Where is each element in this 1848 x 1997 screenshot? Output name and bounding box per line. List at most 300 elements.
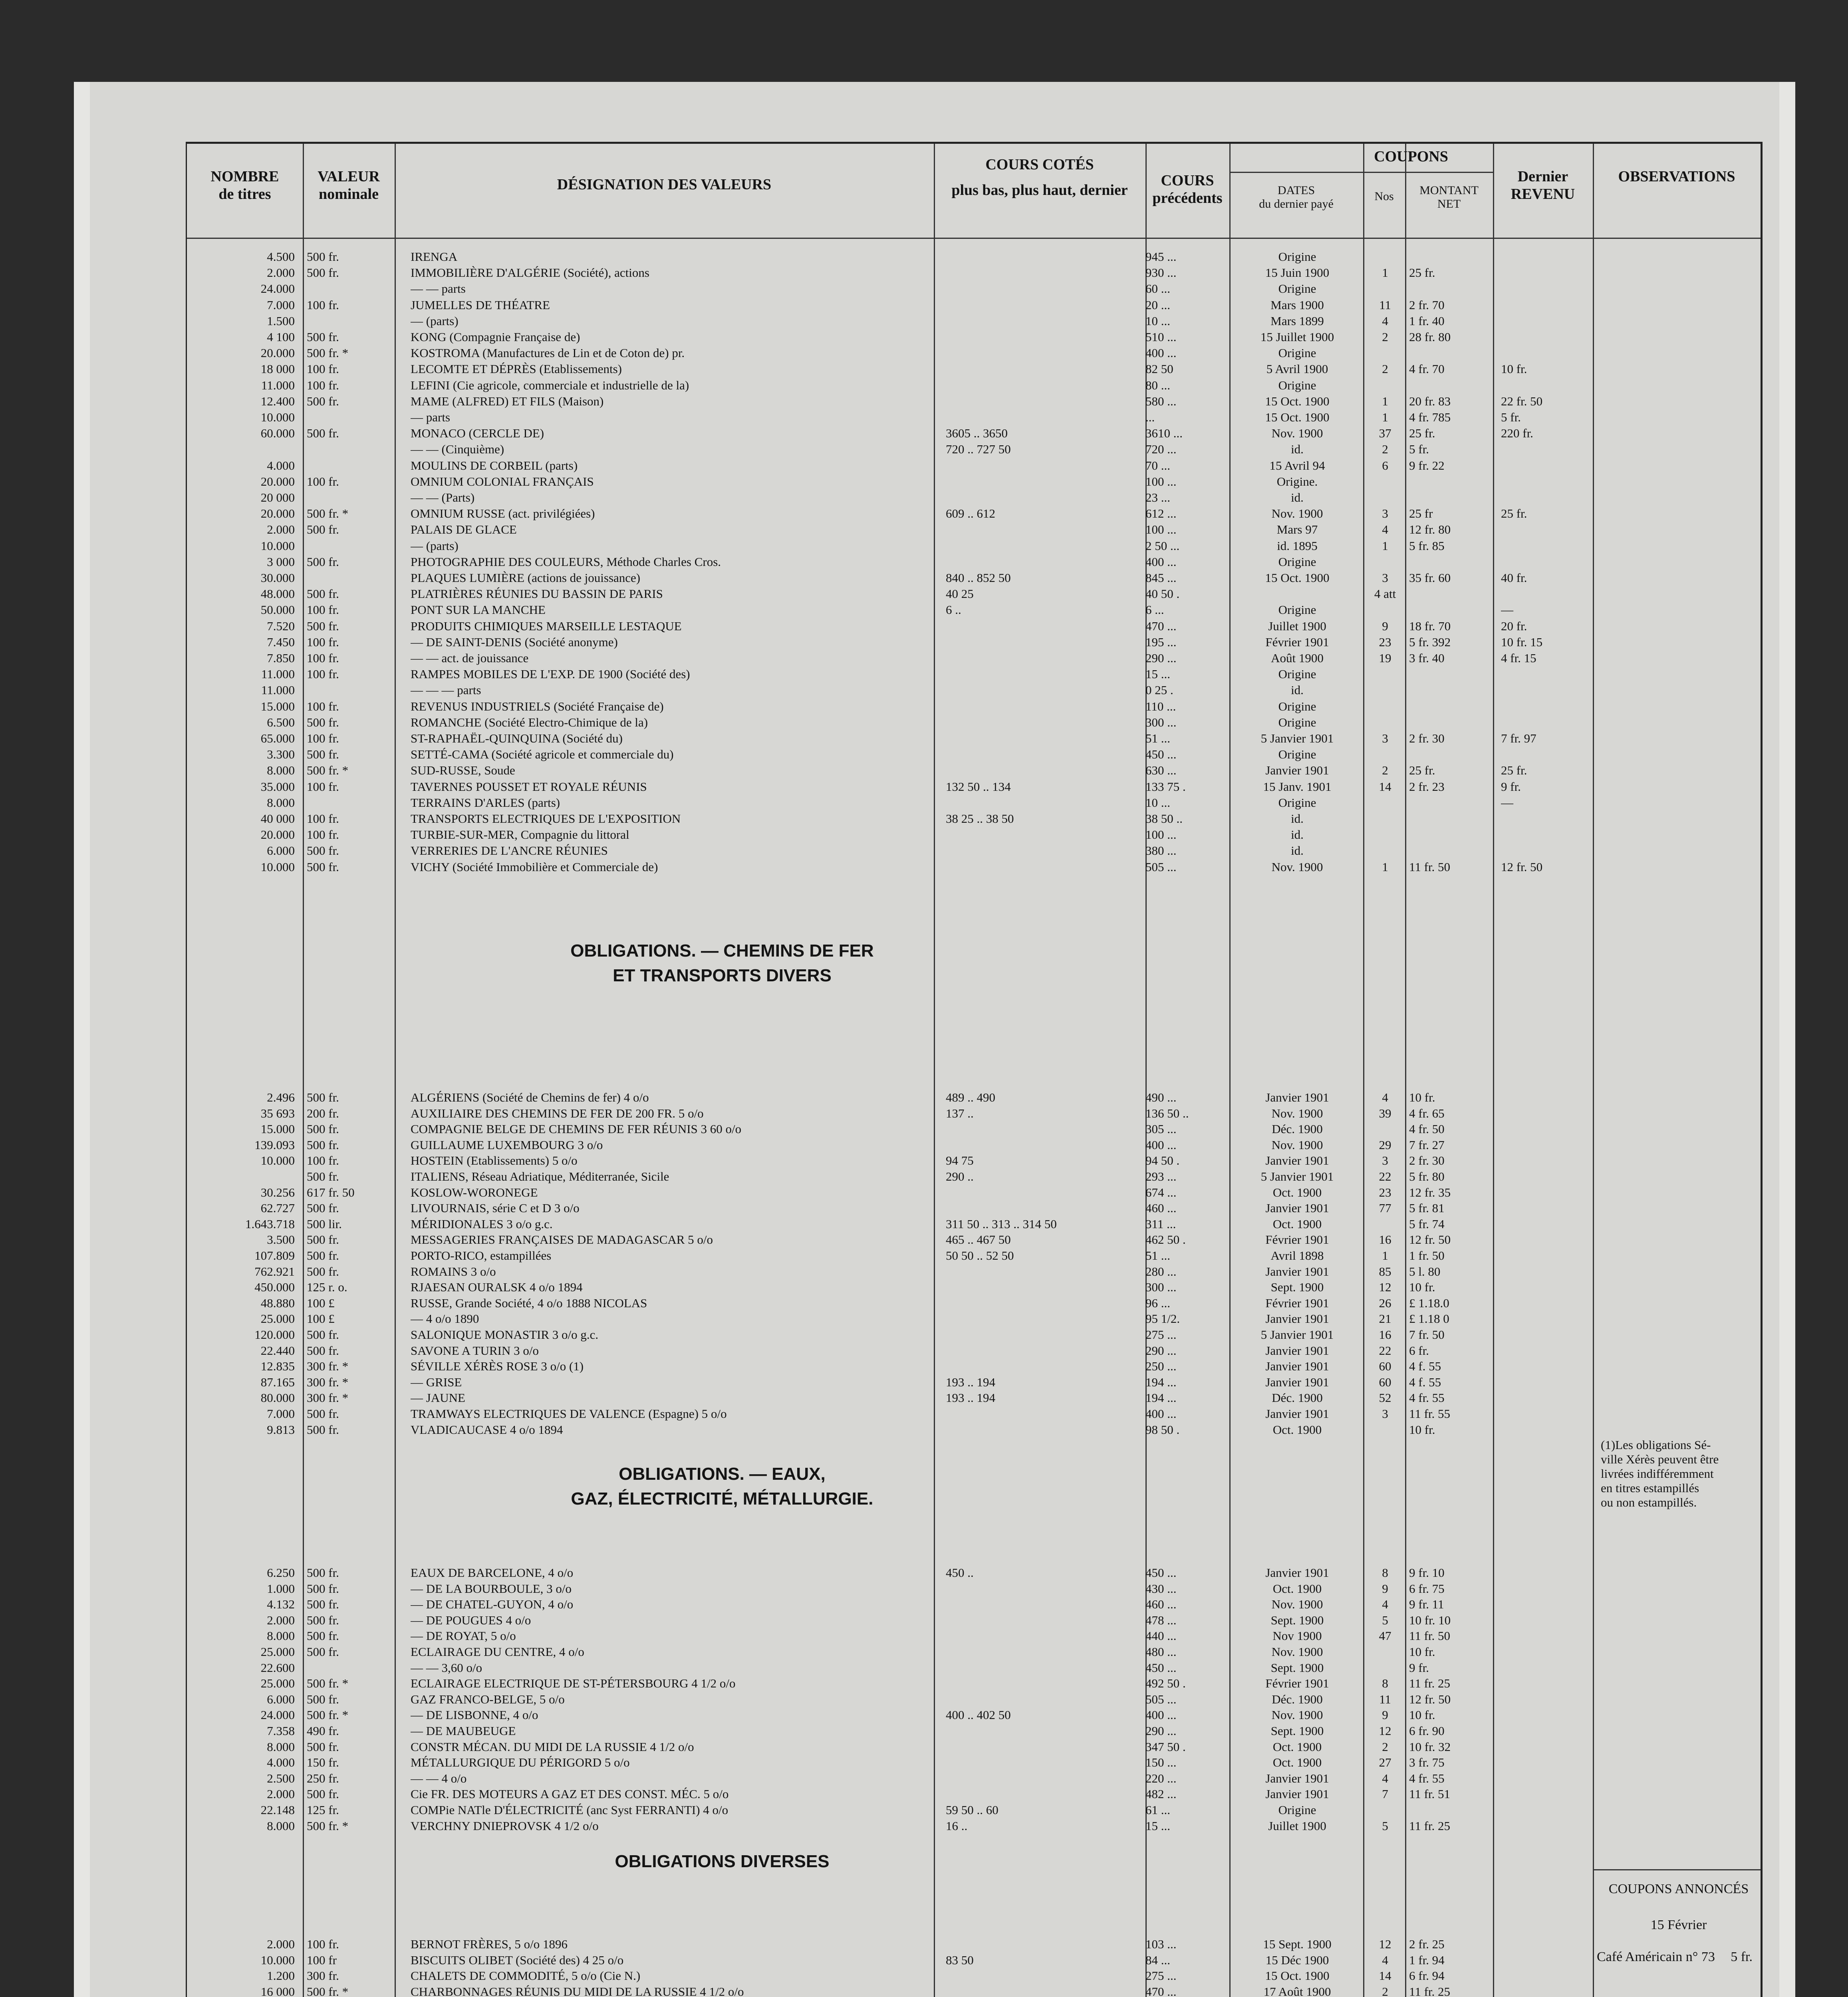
cell-des: TURBIE-SUR-MER, Compagnie du littoral: [411, 828, 629, 842]
cell-des: CONSTR MÉCAN. DU MIDI DE LA RUSSIE 4 1/2 o/o: [411, 1739, 694, 1754]
cell-val: 300 fr. *: [307, 1375, 349, 1389]
cell-date: Mars 1899: [1270, 314, 1324, 328]
cell-des: VLADICAUCASE 4 o/o 1894: [411, 1422, 563, 1437]
cell-nb: 6.500: [267, 715, 295, 729]
cell-no: 7: [1382, 1787, 1388, 1801]
cell-date: 5 Janvier 1901: [1260, 1328, 1334, 1342]
cell-date: Janvier 1901: [1265, 1153, 1329, 1168]
cell-no: 4: [1382, 522, 1388, 537]
table-row: [187, 635, 1593, 649]
cell-prev: 133 75 .: [1145, 779, 1186, 794]
cell-nb: 20.000: [260, 346, 295, 360]
cell-no: 9: [1382, 619, 1388, 633]
cell-mon: 5 fr.: [1409, 442, 1429, 457]
cell-des: ECLAIRAGE DU CENTRE, 4 o/o: [411, 1645, 584, 1659]
cell-mon: 11 fr. 25: [1409, 1984, 1451, 1997]
table-row: [187, 1233, 1593, 1247]
cell-prev: 460 ...: [1145, 1201, 1177, 1215]
cell-no: 23: [1379, 635, 1391, 649]
table-row: [187, 651, 1593, 665]
cell-rev: 9 fr.: [1501, 779, 1521, 794]
cell-des: OMNIUM COLONIAL FRANÇAIS: [411, 474, 594, 488]
cell-mon: 5 fr. 74: [1409, 1217, 1445, 1231]
cell-des: ITALIENS, Réseau Adriatique, Méditerranée, Sicile: [411, 1169, 669, 1183]
table-row: [187, 1375, 1593, 1390]
cell-mon: 4 fr. 50: [1409, 1122, 1445, 1136]
cell-prev: 400 ...: [1145, 346, 1177, 360]
cell-prev: 490 ...: [1145, 1090, 1177, 1104]
cell-des: — DE ROYAT, 5 o/o: [411, 1629, 516, 1643]
cell-des: — — 3,60 o/o: [411, 1660, 482, 1675]
cell-cc: 40 25: [946, 587, 974, 601]
cell-date: Février 1901: [1265, 1233, 1329, 1247]
cell-prev: 482 ...: [1145, 1787, 1177, 1801]
table-row: [187, 1122, 1593, 1136]
table-row: [187, 266, 1593, 280]
cell-val: 500 fr. *: [307, 1984, 349, 1997]
cell-nb: 2.000: [267, 1787, 295, 1801]
table-row: [187, 459, 1593, 473]
cell-val: 500 fr.: [307, 1739, 339, 1754]
cell-nb: 60.000: [260, 426, 295, 441]
cell-mon: £ 1.18.0: [1409, 1296, 1449, 1310]
table-row: [187, 1613, 1593, 1628]
cell-mon: 4 fr. 70: [1409, 362, 1445, 376]
cell-nb: 8.000: [267, 1818, 295, 1833]
section-eaux-gaz: OBLIGATIONS. — EAUX, GAZ, ÉLECTRICITÉ, MÉTALLURGIE.: [571, 1464, 873, 1509]
cell-val: 100 fr.: [307, 635, 339, 649]
table-row: [187, 860, 1593, 874]
cell-des: AUXILIAIRE DES CHEMINS DE FER DE 200 FR. 5 o/o: [411, 1106, 704, 1120]
cell-date: Origine: [1278, 346, 1316, 360]
cell-nb: 24.000: [260, 1708, 295, 1722]
cell-des: — DE CHATEL-GUYON, 4 o/o: [411, 1597, 574, 1612]
cell-date: 15 Sept. 1900: [1263, 1937, 1332, 1951]
cell-cc: 193 .. 194: [946, 1375, 995, 1389]
cell-no: 1: [1382, 1249, 1388, 1263]
cell-des: TRAMWAYS ELECTRIQUES DE VALENCE (Espagne) 5 o/o: [411, 1407, 727, 1421]
cell-val: 100 fr.: [307, 603, 339, 617]
cell-val: 500 fr.: [307, 250, 339, 264]
cell-val: 125 fr.: [307, 1803, 339, 1817]
table-row: [187, 1391, 1593, 1405]
cell-des: — — (Cinquième): [411, 442, 504, 457]
table-row: [187, 330, 1593, 344]
cell-no: 6: [1382, 458, 1388, 472]
cell-cc: 94 75: [946, 1153, 974, 1168]
cell-cc: 137 ..: [946, 1106, 974, 1120]
cell-no: 9: [1382, 1708, 1388, 1722]
cell-cc: 840 .. 852 50: [946, 571, 1011, 585]
cell-nb: 20 000: [260, 490, 295, 504]
cell-val: 500 fr.: [307, 747, 339, 762]
cell-no: 4: [1382, 1090, 1388, 1104]
cell-mon: 25 fr.: [1409, 763, 1435, 778]
table-row: [187, 587, 1593, 601]
cell-val: 500 fr. *: [307, 506, 349, 521]
cell-val: 500 fr.: [307, 1169, 339, 1183]
cell-mon: 11 fr. 50: [1409, 860, 1451, 874]
cell-des: PALAIS DE GLACE: [411, 522, 517, 537]
cell-prev: 100 ...: [1145, 522, 1177, 537]
cell-prev: 220 ...: [1145, 1771, 1177, 1785]
cell-val: 500 fr. *: [307, 1676, 349, 1691]
cell-nb: 7.000: [267, 1407, 295, 1421]
cell-val: 500 fr.: [307, 522, 339, 537]
cell-prev: 945 ...: [1145, 250, 1177, 264]
table-row: [187, 1566, 1593, 1580]
cell-mon: 10 fr.: [1409, 1422, 1435, 1437]
cell-prev: 347 50 .: [1145, 1739, 1186, 1754]
cell-des: — parts: [411, 410, 451, 424]
cell-date: Origine: [1278, 699, 1316, 713]
cell-nb: 2.500: [267, 1771, 295, 1785]
table-row: [187, 1344, 1593, 1358]
cell-prev: 400 ...: [1145, 1708, 1177, 1722]
table-row: [187, 1597, 1593, 1612]
cell-des: — DE MAUBEUGE: [411, 1724, 516, 1738]
cell-nb: 8.000: [267, 1739, 295, 1754]
cell-no: 2: [1382, 442, 1388, 457]
cell-prev: 20 ...: [1145, 298, 1170, 312]
cell-prev: 580 ...: [1145, 394, 1177, 408]
cell-prev: 480 ...: [1145, 1645, 1177, 1659]
table-row: [187, 1803, 1593, 1817]
cell-val: 100 £: [307, 1312, 335, 1326]
cell-no: 16: [1379, 1233, 1391, 1247]
cell-des: ECLAIRAGE ELECTRIQUE DE ST-PÉTERSBOURG 4 1/2 o/o: [411, 1676, 736, 1691]
cell-prev: 15 ...: [1145, 1818, 1170, 1833]
cell-val: 500 fr.: [307, 330, 339, 344]
table-row: [187, 1312, 1593, 1326]
cell-date: 15 Juillet 1900: [1260, 330, 1334, 344]
cell-nb: 10.000: [260, 538, 295, 553]
cell-nb: 107.809: [254, 1249, 295, 1263]
cell-nb: 25.000: [260, 1676, 295, 1691]
cell-mon: 5 fr. 81: [1409, 1201, 1445, 1215]
cell-prev: 275 ...: [1145, 1969, 1177, 1983]
cell-date: Sept. 1900: [1270, 1280, 1324, 1294]
cell-nb: 4.500: [267, 250, 295, 264]
cell-val: 100 fr.: [307, 1153, 339, 1168]
cell-date: Sept. 1900: [1270, 1724, 1324, 1738]
cell-date: Janvier 1901: [1265, 1090, 1329, 1104]
cell-nb: 15.000: [260, 699, 295, 713]
cell-mon: 10 fr. 10: [1409, 1613, 1451, 1627]
cell-date: 15 Oct. 1900: [1265, 571, 1330, 585]
cell-des: — DE SAINT-DENIS (Société anonyme): [411, 635, 618, 649]
table-row: [187, 426, 1593, 441]
cell-mon: 20 fr. 83: [1409, 394, 1451, 408]
cell-mon: 6 fr.: [1409, 1343, 1429, 1358]
cell-no: 2: [1382, 362, 1388, 376]
cell-mon: 9 fr. 10: [1409, 1566, 1445, 1580]
cell-val: 100 fr.: [307, 731, 339, 745]
header-revenu: Dernier REVENU: [1511, 168, 1575, 202]
cell-mon: 10 fr. 32: [1409, 1739, 1451, 1754]
cell-val: 100 fr.: [307, 828, 339, 842]
cell-nb: 20.000: [260, 506, 295, 521]
table-row: [187, 298, 1593, 312]
cell-val: 100 fr.: [307, 699, 339, 713]
cell-val: 250 fr.: [307, 1771, 339, 1785]
cell-val: 500 fr.: [307, 1233, 339, 1247]
cell-des: — GRISE: [411, 1375, 462, 1389]
cell-mon: 7 fr. 50: [1409, 1328, 1445, 1342]
cell-no: 77: [1379, 1201, 1391, 1215]
cell-des: IRENGA: [411, 250, 458, 264]
cell-nb: 62.727: [260, 1201, 295, 1215]
cell-mon: 10 fr.: [1409, 1090, 1435, 1104]
cell-nb: 7.000: [267, 298, 295, 312]
cell-prev: 100 ...: [1145, 474, 1177, 488]
cell-date: Janvier 1901: [1265, 1264, 1329, 1278]
cell-cc: 609 .. 612: [946, 506, 995, 521]
cell-val: 500 fr.: [307, 1422, 339, 1437]
cell-val: 500 fr.: [307, 860, 339, 874]
cell-des: RUSSE, Grande Société, 4 o/o 1888 NICOLAS: [411, 1296, 647, 1310]
cell-date: id.: [1291, 844, 1304, 858]
quotation-table: [186, 142, 1763, 1997]
cell-nb: 18 000: [260, 362, 295, 376]
cell-date: id.: [1291, 828, 1304, 842]
cell-mon: 5 fr. 392: [1409, 635, 1451, 649]
cell-rev: 40 fr.: [1501, 571, 1527, 585]
cell-cc: 465 .. 467 50: [946, 1233, 1011, 1247]
cell-des: JUMELLES DE THÉATRE: [411, 298, 550, 312]
cell-des: VICHY (Société Immobilière et Commerciale de): [411, 860, 658, 874]
table-row: [187, 1328, 1593, 1342]
cell-no: 3: [1382, 506, 1388, 521]
cell-prev: 150 ...: [1145, 1755, 1177, 1770]
section-diverses: OBLIGATIONS DIVERSES: [615, 1852, 830, 1871]
header-dates: DATES du dernier payé: [1259, 184, 1334, 210]
cell-date: Origine: [1278, 715, 1316, 729]
cell-mon: 11 fr. 51: [1409, 1787, 1451, 1801]
cell-des: PONT SUR LA MANCHE: [411, 603, 546, 617]
cell-no: 4: [1382, 1953, 1388, 1967]
cell-des: VERRERIES DE L'ANCRE RÉUNIES: [411, 844, 608, 858]
cell-val: 500 fr.: [307, 1645, 339, 1659]
cell-val: 500 fr.: [307, 394, 339, 408]
cell-mon: 9 fr.: [1409, 1660, 1429, 1675]
table-row: [187, 1106, 1593, 1121]
table-row: [187, 394, 1593, 409]
cell-prev: 450 ...: [1145, 1660, 1177, 1675]
table-row: [187, 1771, 1593, 1786]
cell-mon: 5 fr. 85: [1409, 538, 1445, 553]
cell-mon: 11 fr. 25: [1409, 1818, 1451, 1833]
cell-des: SALONIQUE MONASTIR 3 o/o g.c.: [411, 1328, 599, 1342]
table-row: [187, 1169, 1593, 1184]
cell-val: 100 fr.: [307, 1937, 339, 1951]
cell-date: 15 Oct. 1900: [1265, 1969, 1330, 1983]
cell-no: 14: [1379, 779, 1391, 794]
cell-date: Origine: [1278, 282, 1316, 296]
cell-des: TAVERNES POUSSET ET ROYALE RÉUNIS: [411, 779, 647, 794]
cell-cc: 290 ..: [946, 1169, 974, 1183]
cell-des: GUILLAUME LUXEMBOURG 3 o/o: [411, 1137, 603, 1152]
cell-nb: 8.000: [267, 795, 295, 810]
cell-des: PORTO-RICO, estampillées: [411, 1249, 552, 1263]
cell-mon: 11 fr. 55: [1409, 1407, 1451, 1421]
cell-des: PLAQUES LUMIÈRE (actions de jouissance): [411, 571, 641, 585]
cell-nb: 12.400: [260, 394, 295, 408]
cell-rev: 5 fr.: [1501, 410, 1521, 424]
cell-nb: 35 693: [260, 1106, 295, 1120]
cell-prev: 930 ...: [1145, 266, 1177, 280]
cell-date: Nov. 1900: [1271, 1597, 1323, 1612]
observation-note: (1)Les obligations Sé- ville Xérès peuvent être livrées indifféremment en titres estampillés ou non estampillés.: [1601, 1438, 1719, 1509]
cell-prev: 82 50: [1145, 362, 1173, 376]
cell-val: 300 fr. *: [307, 1359, 349, 1374]
cell-prev: 23 ...: [1145, 490, 1170, 504]
cell-prev: 95 1/2.: [1145, 1312, 1180, 1326]
cell-no: 1: [1382, 538, 1388, 553]
cell-no: 9: [1382, 1581, 1388, 1596]
cell-date: id.: [1291, 490, 1304, 504]
cell-no: 27: [1379, 1755, 1391, 1770]
cell-val: 500 fr. *: [307, 1708, 349, 1722]
table-row: [187, 1708, 1593, 1722]
cell-date: Sept. 1900: [1270, 1613, 1324, 1627]
cell-des: ROMANCHE (Société Electro-Chimique de la): [411, 715, 648, 729]
cell-val: 500 fr.: [307, 1692, 339, 1706]
table-row: [187, 715, 1593, 730]
cell-date: 5 Janvier 1901: [1260, 731, 1334, 745]
cell-nb: 40 000: [260, 812, 295, 826]
cell-des: PLATRIÈRES RÉUNIES DU BASSIN DE PARIS: [411, 587, 663, 601]
cell-prev: 84 ...: [1145, 1953, 1170, 1967]
cell-mon: 11 fr. 25: [1409, 1676, 1451, 1691]
cell-mon: 12 fr. 35: [1409, 1185, 1451, 1199]
cell-rev: —: [1501, 795, 1513, 810]
cell-nb: 8.000: [267, 763, 295, 778]
cell-prev: 280 ...: [1145, 1264, 1177, 1278]
cell-date: Février 1901: [1265, 1676, 1329, 1691]
cell-mon: 2 fr. 70: [1409, 298, 1445, 312]
coupons-annonces-item: Café Américain n° 73 5 fr.: [1597, 1949, 1753, 1964]
cell-prev: 510 ...: [1145, 330, 1177, 344]
cell-val: 500 fr.: [307, 1328, 339, 1342]
cell-nb: 3.300: [267, 747, 295, 762]
cell-nb: 450.000: [254, 1280, 295, 1294]
cell-no: 2: [1382, 330, 1388, 344]
cell-date: Origine: [1278, 747, 1316, 762]
cell-no: 11: [1379, 1692, 1391, 1706]
cell-no: 60: [1379, 1375, 1391, 1389]
cell-des: ST-RAPHAËL-QUINQUINA (Société du): [411, 731, 623, 745]
cell-no: 22: [1379, 1343, 1391, 1358]
cell-nb: 1.500: [267, 314, 295, 328]
cell-des: RAMPES MOBILES DE L'EXP. DE 1900 (Société des): [411, 667, 690, 681]
cell-des: Cie FR. DES MOTEURS A GAZ ET DES CONST. MÉC. 5 o/o: [411, 1787, 729, 1801]
cell-val: 500 fr. *: [307, 1818, 349, 1833]
cell-no: 19: [1379, 651, 1391, 665]
table-row: [187, 667, 1593, 681]
cell-cc: 132 50 .. 134: [946, 779, 1011, 794]
table-row: [187, 571, 1593, 585]
cell-rev: 10 fr.: [1501, 362, 1527, 376]
cell-prev: 15 ...: [1145, 667, 1170, 681]
cell-date: Origine: [1278, 667, 1316, 681]
cell-prev: 51 ...: [1145, 731, 1170, 745]
cell-prev: 103 ...: [1145, 1937, 1177, 1951]
cell-no: 3: [1382, 1153, 1388, 1168]
cell-prev: 80 ...: [1145, 378, 1170, 392]
cell-mon: 9 fr. 22: [1409, 458, 1445, 472]
cell-prev: 300 ...: [1145, 1280, 1177, 1294]
table-row: [187, 1692, 1593, 1707]
cell-nb: 3 000: [267, 554, 295, 569]
cell-nb: 9.813: [267, 1422, 295, 1437]
cell-date: Janvier 1901: [1265, 1787, 1329, 1801]
cell-prev: 505 ...: [1145, 1692, 1177, 1706]
cell-prev: 275 ...: [1145, 1328, 1177, 1342]
cell-val: 100 fr.: [307, 474, 339, 488]
cell-mon: 4 f. 55: [1409, 1359, 1441, 1374]
cell-no: 12: [1379, 1280, 1391, 1294]
cell-mon: 1 fr. 50: [1409, 1249, 1445, 1263]
cell-prev: 478 ...: [1145, 1613, 1177, 1627]
cell-date: Déc. 1900: [1272, 1391, 1323, 1405]
cell-no: 12: [1379, 1937, 1391, 1951]
cell-cc: 311 50 .. 313 .. 314 50: [946, 1217, 1057, 1231]
table-row: [187, 1201, 1593, 1215]
cell-mon: 4 fr. 55: [1409, 1771, 1445, 1785]
cell-no: 5: [1382, 1818, 1388, 1833]
cell-no: 4: [1382, 1771, 1388, 1785]
cell-date: Nov. 1900: [1271, 506, 1323, 521]
table-row: [187, 555, 1593, 569]
cell-val: 100 fr.: [307, 667, 339, 681]
cell-date: Déc. 1900: [1272, 1122, 1323, 1136]
table-row: [187, 282, 1593, 296]
cell-prev: 293 ...: [1145, 1169, 1177, 1183]
cell-prev: 720 ...: [1145, 442, 1177, 457]
cell-mon: 5 l. 80: [1409, 1264, 1441, 1278]
table-row: [187, 490, 1593, 505]
table-row: [187, 1138, 1593, 1152]
cell-mon: 35 fr. 60: [1409, 571, 1451, 585]
cell-nb: 6.250: [267, 1566, 295, 1580]
cell-prev: 505 ...: [1145, 860, 1177, 874]
cell-des: BERNOT FRÈRES, 5 o/o 1896: [411, 1937, 568, 1951]
cell-prev: 305 ...: [1145, 1122, 1177, 1136]
cell-date: Origine: [1278, 250, 1316, 264]
cell-prev: 845 ...: [1145, 571, 1177, 585]
table-row: [187, 1969, 1593, 1983]
cell-val: 500 fr.: [307, 1407, 339, 1421]
cell-nb: 7.850: [267, 651, 295, 665]
cell-prev: 450 ...: [1145, 747, 1177, 762]
header-nombre: NOMBRE de titres: [210, 168, 279, 202]
cell-date: Juillet 1900: [1268, 619, 1326, 633]
cell-des: HOSTEIN (Etablissements) 5 o/o: [411, 1153, 578, 1168]
cell-val: 300 fr. *: [307, 1391, 349, 1405]
cell-nb: 65.000: [260, 731, 295, 745]
header-cours-precedents: COURS précédents: [1152, 172, 1223, 206]
cell-no: 16: [1379, 1328, 1391, 1342]
coupons-annonces-title: COUPONS ANNONCÉS: [1608, 1882, 1749, 1896]
header-coupons: COUPONS: [1374, 148, 1448, 165]
cell-date: Nov. 1900: [1271, 1137, 1323, 1152]
cell-cc: 400 .. 402 50: [946, 1708, 1011, 1722]
cell-mon: 10 fr.: [1409, 1708, 1435, 1722]
cell-date: 15 Oct. 1900: [1265, 410, 1330, 424]
cell-prev: 250 ...: [1145, 1359, 1177, 1374]
cell-date: Oct. 1900: [1272, 1739, 1322, 1754]
